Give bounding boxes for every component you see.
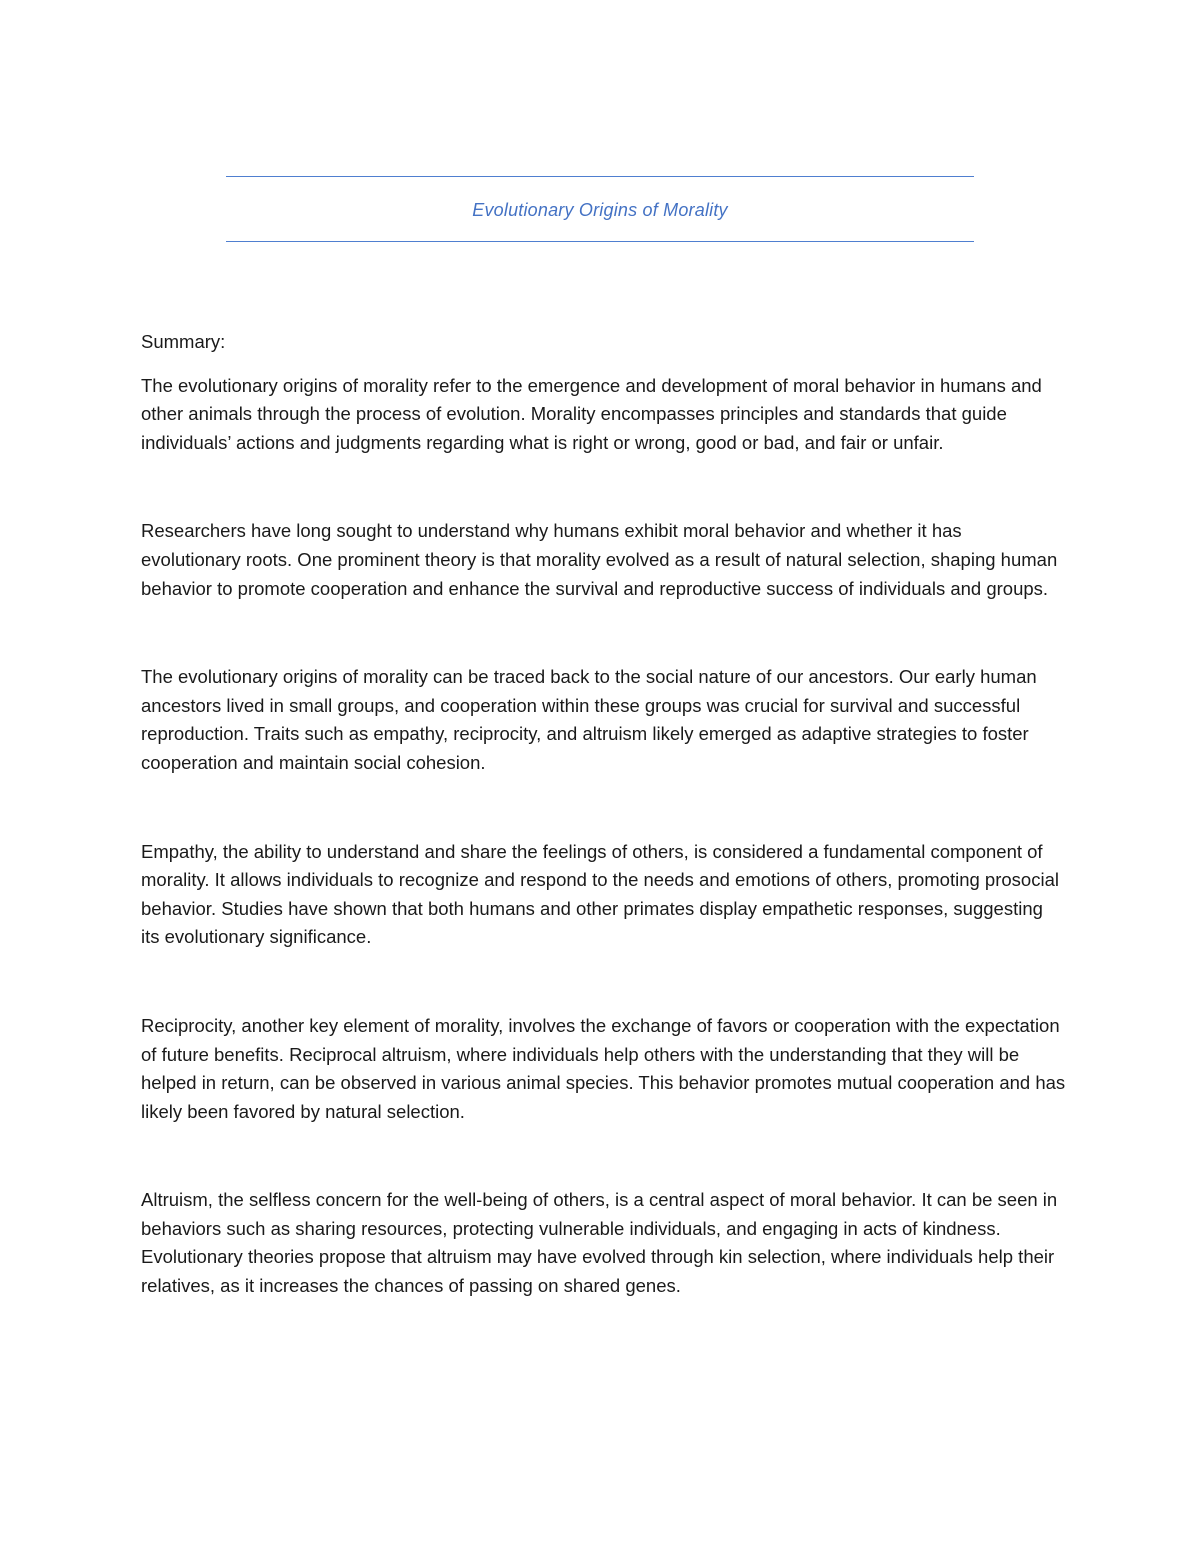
summary-label: Summary: [141, 331, 226, 352]
paragraph: Empathy, the ability to understand and share the feelings of others, is considered a fundamental component of morality. It allows individuals to recognize and respond to the needs and emotions of others, promoting prosocial behavior. Studies have shown that both humans and other primates display empathetic responses, suggesting its evolutionary significance. [141, 840, 1059, 948]
title-block [226, 176, 974, 243]
document-body [141, 328, 1066, 1361]
paragraph: Researchers have long sought to understand why humans exhibit moral behavior and whether it has evolutionary roots. One prominent theory is that morality evolved as a result of natural selection, shaping human behavior to promote cooperation and enhance the survival and reproductive success of individuals and groups. [141, 520, 1058, 599]
paragraph: The evolutionary origins of morality can be traced back to the social nature of our ancestors. Our early human ancestors lived in small groups, and cooperation within these groups was crucial for survival and successful reproduction. Traits such as empathy, reciprocity, and altruism likely emerged as adaptive strategies to foster cooperation and maintain social cohesion. [141, 666, 1037, 773]
paragraph: Reciprocity, another key element of morality, involves the exchange of favors or cooperation with the expectation of future benefits. Reciprocal altruism, where individuals help others with the understanding that they will be helped in return, can be observed in various animal species. This behavior promotes mutual cooperation and has likely been favored by natural selection. [141, 1014, 1066, 1122]
title-rule-top [226, 176, 974, 177]
title-rule-bottom [226, 241, 974, 242]
document-title: Evolutionary Origins of Morality [472, 200, 728, 220]
paragraph: Altruism, the selfless concern for the well-being of others, is a central aspect of moral behavior. It can be seen in behaviors such as sharing resources, protecting vulnerable individuals, and engaging in acts of kindness. Evolutionary theories propose that altruism may have evolved through kin selection, where individuals help their relatives, as it increases the chances of passing on shared genes. [141, 1189, 1058, 1297]
paragraph: The evolutionary origins of morality refer to the emergence and development of moral behavior in humans and other animals through the process of evolution. Morality encompasses principles and standards that guide individuals’ actions and judgments regarding what is right or wrong, good or bad, and fair or unfair. [141, 374, 1042, 453]
